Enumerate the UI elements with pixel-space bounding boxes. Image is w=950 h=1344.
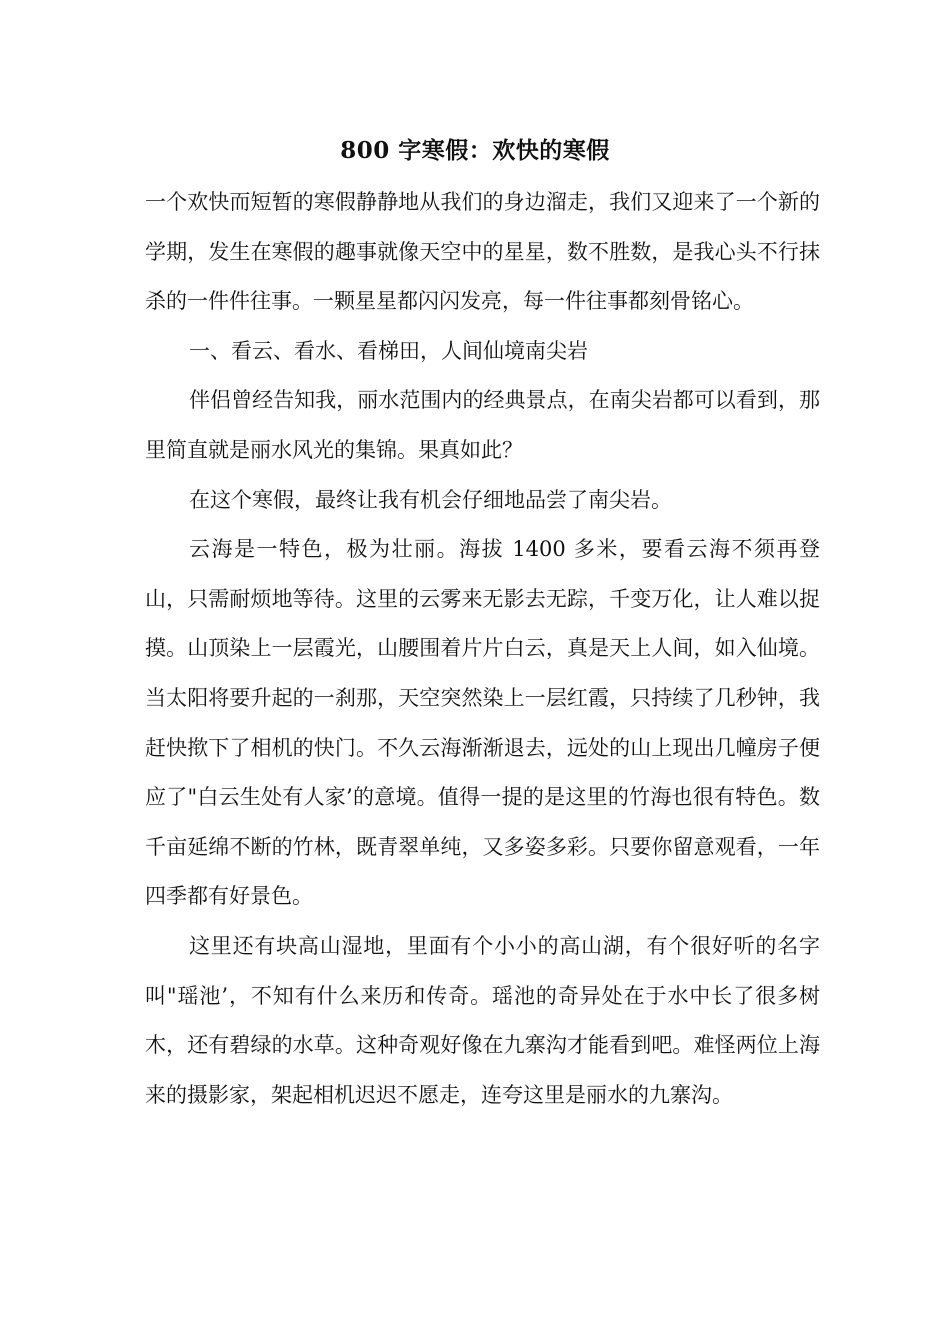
paragraph: 伴侣曾经告知我，丽水范围内的经典景点，在南尖岩都可以看到，那里简直就是丽水风光的集锦。果真如此？ — [145, 388, 820, 462]
paragraph: 在这个寒假，最终让我有机会仔细地品尝了南尖岩。 — [189, 487, 672, 512]
section-heading: 一、看云、看水、看梯田，人间仙境南尖岩 — [189, 338, 588, 363]
document-title: 800 字寒假：欢快的寒假 — [340, 137, 610, 164]
document-body — [145, 178, 820, 1120]
paragraph: 云海是一特色，极为壮丽。海拔 1400 多米，要看云海不须再登山，只需耐烦地等待。这里的云雾来无影去无踪，千变万化，让人难以捉摸。山顶染上一层霞光，山腰围着片片白云，真是天上人间，如入仙境。当太阳将要升起的一刹那，天空突然染上一层红霞，只持续了几秒钟，我赶快揿下了相机的快门。不久云海渐渐退去，远处的山上现出几幢房子便应了"白云生处有人家’的意境。值得一提的是这里的竹海也很有特色。数千亩延绵不断的竹林，既青翠单纯，又多姿多彩。只要你留意观看，一年四季都有好景色。 — [145, 537, 820, 909]
paragraph-intro: 一个欢快而短暂的寒假静静地从我们的身边溜走，我们又迎来了一个新的学期，发生在寒假的趣事就像天空中的星星，数不胜数，是我心头不行抹杀的一件件往事。一颗星星都闪闪发亮，每一件往事都刻骨铭心。 — [145, 190, 820, 314]
paragraph: 这里还有块高山湿地，里面有个小小的高山湖，有个很好听的名字叫"瑶池’，不知有什么来历和传奇。瑶池的奇异处在于水中长了很多树木，还有碧绿的水草。这种奇观好像在九寨沟才能看到吧。难怪两位上海来的摄影家，架起相机迟迟不愿走，连夸这里是丽水的九寨沟。 — [145, 933, 820, 1107]
